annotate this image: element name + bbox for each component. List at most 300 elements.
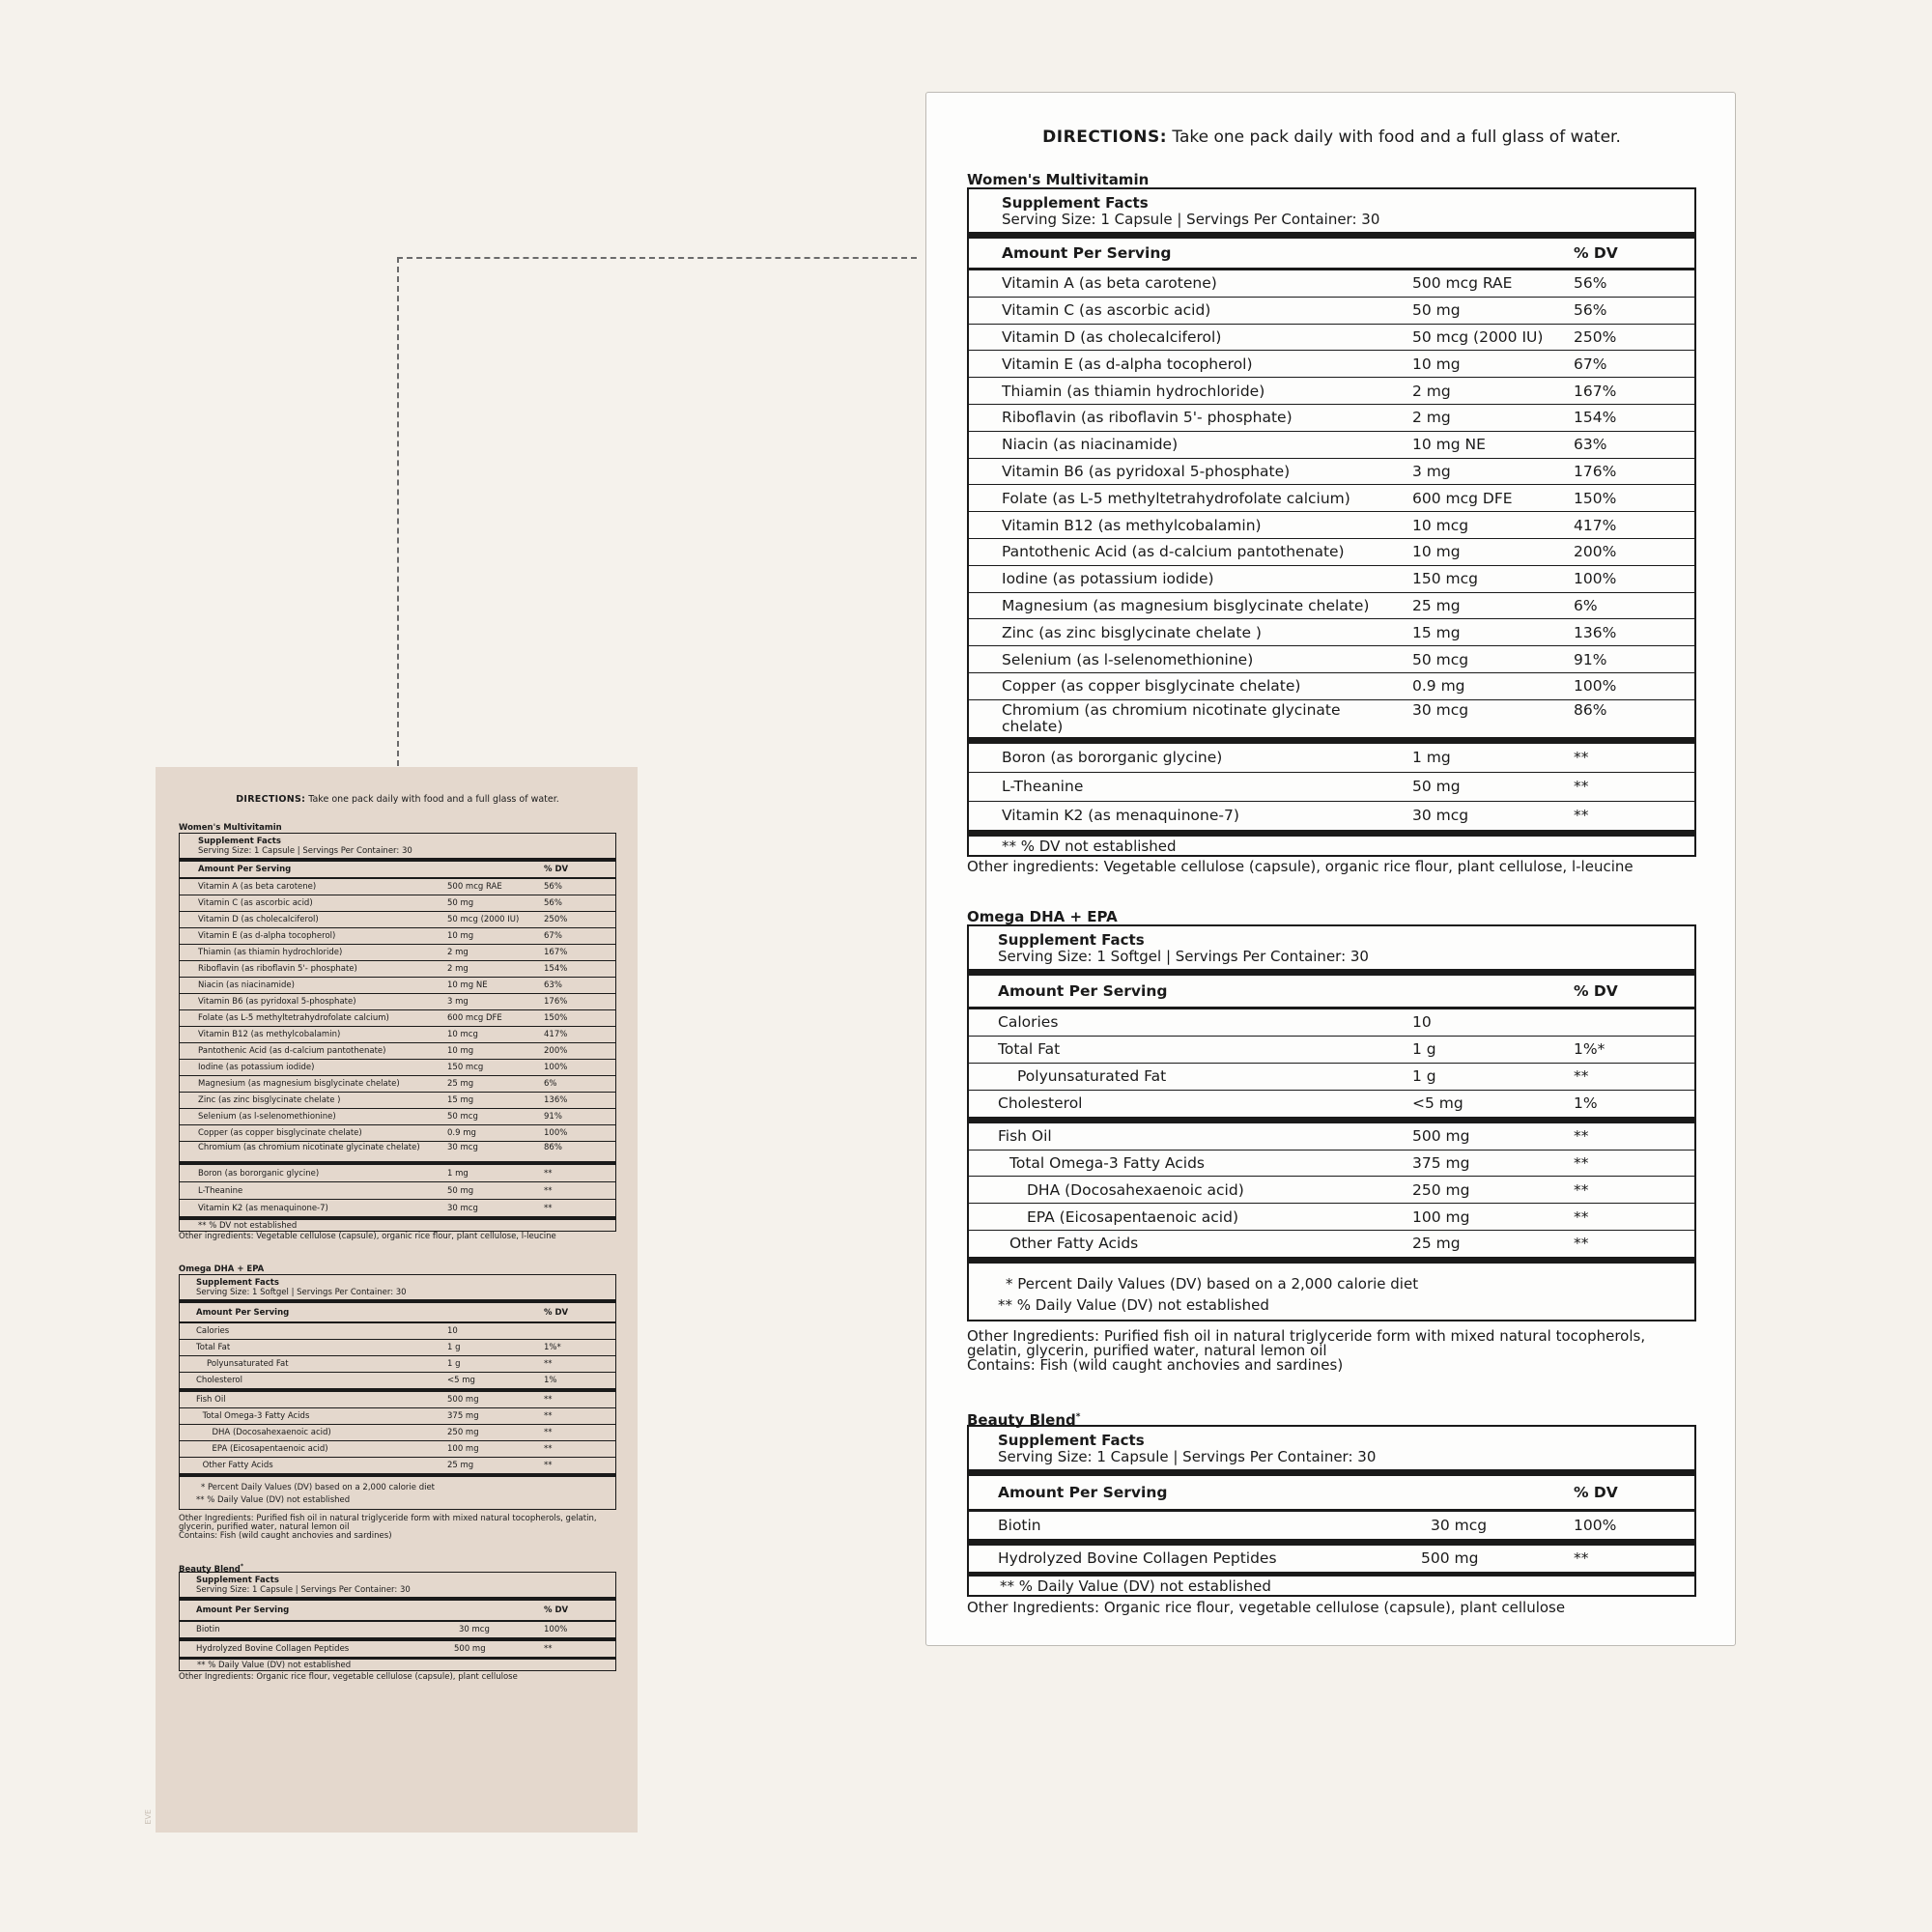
nutrient-row <box>969 1512 1694 1539</box>
nutrient-dv: 417% <box>1574 516 1617 534</box>
facts-panel-omega <box>179 1274 616 1510</box>
nutrient-amount: 15 mg <box>447 1095 474 1105</box>
other-ingredients: Other Ingredients: Organic rice flour, vegetable cellulose (capsule), plant cellulose <box>967 1598 1566 1616</box>
nutrient-row <box>969 1009 1694 1037</box>
nutrient-dv: 56% <box>1574 301 1607 320</box>
nutrient-row <box>969 1151 1694 1178</box>
facts-head <box>180 1573 615 1597</box>
nutrient-amount: 500 mg <box>1421 1549 1479 1568</box>
nutrient-amount: 50 mg <box>1412 778 1461 796</box>
dv-note: ** % DV not established <box>1002 837 1177 855</box>
nutrient-name: Vitamin A (as beta carotene) <box>1002 274 1217 293</box>
rows-omega-2 <box>180 1392 615 1473</box>
nutrient-name: Vitamin C (as ascorbic acid) <box>198 898 313 908</box>
other-ingredients: Other ingredients: Vegetable cellulose (capsule), organic rice flour, plant cellulose, l-leucine <box>179 1232 556 1241</box>
header-dv: % DV <box>1574 244 1618 262</box>
nutrient-row <box>969 1064 1694 1091</box>
nutrient-amount: 30 mcg <box>447 1143 478 1152</box>
nutrient-name: Niacin (as niacinamide) <box>198 980 295 990</box>
nutrient-name: Riboflavin (as riboflavin 5'- phosphate) <box>198 964 357 974</box>
header-amount: Amount Per Serving <box>196 1307 290 1318</box>
dv-note-1: * Percent Daily Values (DV) based on a 2,000 calorie diet <box>201 1483 436 1492</box>
nutrient-name: L-Theanine <box>1002 778 1084 796</box>
nutrient-row <box>180 1076 615 1093</box>
nutrient-dv: 56% <box>544 882 562 892</box>
nutrient-row <box>969 646 1694 673</box>
nutrient-dv: ** <box>544 1168 553 1179</box>
nutrient-name: Thiamin (as thiamin hydrochloride) <box>1002 382 1265 400</box>
rows-omega <box>180 1323 615 1388</box>
nutrient-amount: 500 mg <box>1412 1127 1470 1146</box>
nutrient-name: Pantothenic Acid (as d-calcium pantothenate) <box>198 1046 386 1056</box>
facts-header-row <box>180 862 615 879</box>
nutrient-name: Folate (as L-5 methyltetrahydrofolate calcium) <box>1002 489 1350 507</box>
nutrient-name: Calories <box>998 1013 1059 1032</box>
thick-rule <box>969 1469 1694 1476</box>
nutrient-dv: ** <box>1574 807 1589 825</box>
nutrient-dv: ** <box>544 1359 553 1369</box>
nutrient-name: Fish Oil <box>196 1395 226 1405</box>
nutrient-amount: 2 mg <box>447 964 469 974</box>
nutrient-name: Vitamin B12 (as methylcobalamin) <box>1002 516 1262 534</box>
facts-head <box>180 1275 615 1299</box>
directions <box>967 128 1696 147</box>
nutrient-name: Hydrolyzed Bovine Collagen Peptides <box>998 1549 1277 1568</box>
nutrient-name: Boron (as bororganic glycine) <box>1002 749 1223 767</box>
nutrient-amount: 500 mg <box>447 1395 479 1405</box>
nutrient-row <box>180 1010 615 1027</box>
nutrient-amount: 600 mcg DFE <box>447 1013 502 1023</box>
nutrient-amount: 30 mcg <box>459 1625 490 1634</box>
nutrient-name: Hydrolyzed Bovine Collagen Peptides <box>196 1644 350 1654</box>
nutrient-row <box>969 744 1694 773</box>
nutrient-dv: 67% <box>1574 355 1607 373</box>
connector-line-vertical <box>397 257 399 766</box>
nutrient-name: Fish Oil <box>998 1127 1052 1146</box>
product-name-text: Beauty Blend <box>179 1564 241 1575</box>
nutrient-row <box>969 512 1694 539</box>
nutrient-row <box>180 1441 615 1458</box>
nutrient-amount: 2 mg <box>1412 382 1451 400</box>
facts-head <box>180 834 615 858</box>
facts-header-row <box>180 1601 615 1622</box>
dv-notes <box>180 1477 615 1509</box>
nutrient-name: Chromium (as chromium nicotinate glycinate chelate) <box>198 1143 420 1152</box>
nutrient-row <box>969 351 1694 378</box>
nutrient-name: EPA (Eicosapentaenoic acid) <box>1027 1208 1238 1226</box>
nutrient-dv: ** <box>544 1395 553 1405</box>
nutrient-row <box>180 1408 615 1425</box>
nutrient-name: Magnesium (as magnesium bisglycinate chelate) <box>1002 596 1370 614</box>
nutrient-row <box>969 619 1694 646</box>
nutrient-amount: 2 mg <box>1412 409 1451 427</box>
nutrient-name: Vitamin E (as d-alpha tocopherol) <box>198 931 336 941</box>
nutrient-amount: 375 mg <box>447 1411 479 1421</box>
nutrient-name: DHA (Docosahexaenoic acid) <box>1027 1180 1244 1199</box>
nutrient-amount: 0.9 mg <box>1412 677 1465 696</box>
nutrient-name: Riboflavin (as riboflavin 5'- phosphate) <box>1002 409 1293 427</box>
facts-panel-multivitamin <box>967 187 1696 857</box>
nutrient-row <box>180 1093 615 1109</box>
nutrient-amount: 30 mcg <box>1412 700 1469 719</box>
connector-line-horizontal <box>397 257 917 259</box>
directions <box>179 794 616 805</box>
nutrient-amount: 100 mg <box>1412 1208 1470 1226</box>
nutrient-name: Other Fatty Acids <box>202 1461 273 1470</box>
nutrient-amount: 10 mcg <box>447 1030 478 1039</box>
nutrient-dv: ** <box>1574 1235 1589 1253</box>
nutrient-amount: 1 g <box>447 1359 461 1369</box>
product-name-beauty <box>967 1409 1696 1429</box>
dv-note-1: * Percent Daily Values (DV) based on a 2,000 calorie diet <box>1006 1274 1419 1293</box>
facts-title: Supplement Facts <box>198 837 281 846</box>
nutrient-row <box>969 773 1694 802</box>
nutrient-row <box>969 1177 1694 1204</box>
nutrient-amount: 2 mg <box>447 948 469 957</box>
nutrient-amount: 1 g <box>1412 1040 1436 1059</box>
rows-omega-2 <box>969 1123 1694 1257</box>
nutrient-row <box>180 978 615 994</box>
thick-rule <box>969 1257 1694 1264</box>
nutrient-name: Copper (as copper bisglycinate chelate) <box>1002 677 1301 696</box>
contains-note: Contains: Fish (wild caught anchovies and sardines) <box>967 1355 1344 1374</box>
label-thumbnail <box>144 767 638 1833</box>
nutrient-dv: ** <box>1574 1153 1589 1172</box>
nutrient-amount: 10 <box>1412 1013 1432 1032</box>
nutrient-amount: 10 mg <box>447 1046 474 1056</box>
facts-title: Supplement Facts <box>998 1431 1145 1449</box>
header-dv: % DV <box>1574 1483 1618 1501</box>
nutrient-row <box>969 432 1694 459</box>
nutrient-row <box>969 802 1694 830</box>
nutrient-dv: 1% <box>544 1376 557 1385</box>
nutrient-amount: 250 mg <box>1412 1180 1470 1199</box>
header-dv: % DV <box>1574 981 1618 1000</box>
nutrient-name: Vitamin E (as d-alpha tocopherol) <box>1002 355 1253 373</box>
nutrient-amount: 600 mcg DFE <box>1412 489 1513 507</box>
header-amount: Amount Per Serving <box>998 981 1168 1000</box>
rows-multivitamin-2 <box>969 744 1694 830</box>
serving-info: Serving Size: 1 Softgel | Servings Per Container: 30 <box>998 947 1369 965</box>
nutrient-name: Cholesterol <box>196 1376 242 1385</box>
rows-beauty <box>180 1622 615 1637</box>
nutrient-amount: 50 mg <box>1412 301 1461 320</box>
nutrient-amount: 50 mcg <box>1412 650 1469 668</box>
nutrient-name: Iodine (as potassium iodide) <box>198 1063 315 1072</box>
nutrient-row <box>180 1027 615 1043</box>
facts-title: Supplement Facts <box>196 1576 279 1585</box>
nutrient-name: Vitamin A (as beta carotene) <box>198 882 317 892</box>
serving-info: Serving Size: 1 Capsule | Servings Per Container: 30 <box>998 1447 1377 1465</box>
nutrient-name: L-Theanine <box>198 1185 243 1196</box>
nutrient-amount: 500 mcg RAE <box>447 882 502 892</box>
serving-info: Serving Size: 1 Capsule | Servings Per Container: 30 <box>196 1585 411 1595</box>
nutrient-name: Vitamin C (as ascorbic acid) <box>1002 301 1211 320</box>
nutrient-amount: 500 mg <box>454 1644 486 1654</box>
nutrient-amount: 10 mg <box>1412 355 1461 373</box>
nutrient-row <box>969 673 1694 700</box>
rows-beauty-2 <box>180 1641 615 1657</box>
thick-rule <box>969 1539 1694 1546</box>
nutrient-name: Zinc (as zinc bisglycinate chelate ) <box>198 1095 341 1105</box>
rows-beauty <box>969 1512 1694 1539</box>
nutrient-dv: 250% <box>544 915 568 924</box>
nutrient-name: DHA (Docosahexaenoic acid) <box>212 1428 331 1437</box>
nutrient-row <box>180 912 615 928</box>
nutrient-row <box>969 325 1694 352</box>
nutrient-name: Selenium (as l-selenomethionine) <box>1002 650 1254 668</box>
nutrient-dv: 167% <box>1574 382 1617 400</box>
rows-multivitamin-2 <box>180 1165 615 1216</box>
nutrient-amount: 30 mcg <box>447 1203 478 1213</box>
serving-info: Serving Size: 1 Capsule | Servings Per Container: 30 <box>198 846 412 856</box>
nutrient-dv: ** <box>544 1461 553 1470</box>
nutrient-row <box>180 961 615 978</box>
other-ingredients: Other Ingredients: Purified fish oil in natural triglyceride form with mixed natural tocopherols, gelatin, glycerin, purified water, natural lemon oil <box>179 1514 597 1532</box>
nutrient-row <box>180 1109 615 1125</box>
nutrient-dv: 91% <box>544 1112 562 1122</box>
nutrient-row <box>969 405 1694 432</box>
nutrient-amount: 30 mcg <box>1412 807 1469 825</box>
nutrient-row <box>969 1231 1694 1257</box>
nutrient-dv: 1% <box>1574 1094 1598 1113</box>
nutrient-dv: 167% <box>544 948 568 957</box>
facts-panel-omega <box>967 924 1696 1321</box>
dv-note: ** % Daily Value (DV) not established <box>197 1661 352 1670</box>
nutrient-row <box>969 1546 1694 1572</box>
nutrient-row <box>180 1373 615 1388</box>
other-ingredients: Other ingredients: Vegetable cellulose (capsule), organic rice flour, plant cellulose, l-leucine <box>967 857 1634 875</box>
nutrient-name: Total Fat <box>998 1040 1061 1059</box>
nutrient-row <box>180 1641 615 1657</box>
nutrient-dv: ** <box>1574 1067 1589 1086</box>
nutrient-dv: ** <box>1574 1208 1589 1226</box>
facts-title: Supplement Facts <box>196 1278 279 1288</box>
nutrient-name: Polyunsaturated Fat <box>1017 1067 1167 1086</box>
nutrient-row <box>969 1204 1694 1231</box>
nutrient-dv: 176% <box>544 997 568 1007</box>
dv-notes <box>969 1264 1694 1320</box>
nutrient-amount: 3 mg <box>447 997 469 1007</box>
nutrient-amount: <5 mg <box>447 1376 475 1385</box>
nutrient-dv: 150% <box>1574 489 1617 507</box>
product-name-omega: Omega DHA + EPA <box>179 1264 265 1274</box>
header-dv: % DV <box>544 1307 569 1318</box>
rows-multivitamin <box>180 879 615 1161</box>
nutrient-amount: 150 mcg <box>1412 570 1478 588</box>
nutrient-dv: 56% <box>544 898 562 908</box>
nutrient-name: Total Fat <box>196 1343 231 1352</box>
nutrient-dv: 100% <box>1574 570 1617 588</box>
nutrient-name: Iodine (as potassium iodide) <box>1002 570 1214 588</box>
nutrient-name: Vitamin D (as cholecalciferol) <box>1002 327 1222 346</box>
nutrient-row <box>969 700 1694 737</box>
thick-rule <box>969 1117 1694 1123</box>
nutrient-dv: 200% <box>1574 543 1617 561</box>
header-dv: % DV <box>544 1605 569 1615</box>
nutrient-amount: 250 mg <box>447 1428 479 1437</box>
directions-text: Take one pack daily with food and a full glass of water. <box>1172 128 1621 147</box>
facts-head <box>969 926 1694 969</box>
nutrient-name: Vitamin B12 (as methylcobalamin) <box>198 1030 341 1039</box>
product-name-omega: Omega DHA + EPA <box>967 907 1118 925</box>
nutrient-dv: 63% <box>544 980 562 990</box>
nutrient-dv: 86% <box>1574 700 1607 719</box>
nutrient-row <box>180 1392 615 1408</box>
facts-head <box>969 1427 1694 1469</box>
nutrient-name: Folate (as L-5 methyltetrahydrofolate calcium) <box>198 1013 389 1023</box>
nutrient-amount: 0.9 mg <box>447 1128 476 1138</box>
directions-label: DIRECTIONS: <box>1042 128 1168 147</box>
nutrient-amount: 10 <box>447 1326 458 1336</box>
nutrient-name: Boron (as bororganic glycine) <box>198 1168 320 1179</box>
nutrient-dv: ** <box>544 1203 553 1213</box>
nutrient-amount: 1 g <box>447 1343 461 1352</box>
nutrient-amount: 375 mg <box>1412 1153 1470 1172</box>
nutrient-row <box>180 1043 615 1060</box>
header-amount: Amount Per Serving <box>998 1483 1168 1501</box>
nutrient-row <box>180 1182 615 1200</box>
dv-note: ** % DV not established <box>198 1221 298 1231</box>
facts-header-row <box>180 1303 615 1323</box>
nutrient-dv: 6% <box>544 1079 557 1089</box>
thick-rule <box>969 830 1694 837</box>
label-large <box>925 92 1736 1646</box>
nutrient-dv: 136% <box>544 1095 568 1105</box>
header-dv: % DV <box>544 865 569 874</box>
contains-note: Contains: Fish (wild caught anchovies and sardines) <box>179 1531 392 1541</box>
nutrient-row <box>180 1323 615 1340</box>
nutrient-amount: 30 mcg <box>1431 1516 1488 1534</box>
other-ingredients-omega <box>179 1515 616 1541</box>
nutrient-row <box>180 1458 615 1473</box>
nutrient-amount: 10 mg <box>1412 543 1461 561</box>
nutrient-amount: 50 mcg (2000 IU) <box>447 915 520 924</box>
nutrient-name: Total Omega-3 Fatty Acids <box>1009 1153 1205 1172</box>
nutrient-dv: ** <box>1574 749 1589 767</box>
directions-label: DIRECTIONS: <box>236 794 306 805</box>
rows-beauty-2 <box>969 1546 1694 1572</box>
nutrient-amount: 1 g <box>1412 1067 1436 1086</box>
nutrient-row <box>969 1037 1694 1064</box>
nutrient-amount: 50 mg <box>447 898 474 908</box>
nutrient-dv: ** <box>544 1411 553 1421</box>
nutrient-name: Other Fatty Acids <box>1009 1235 1139 1253</box>
nutrient-dv: 67% <box>544 931 562 941</box>
nutrient-amount: 50 mcg <box>447 1112 478 1122</box>
nutrient-amount: 25 mg <box>1412 1235 1461 1253</box>
nutrient-amount: 25 mg <box>447 1079 474 1089</box>
nutrient-amount: 100 mg <box>447 1444 479 1454</box>
nutrient-name: Vitamin K2 (as menaquinone-7) <box>198 1203 328 1213</box>
nutrient-amount: 25 mg <box>447 1461 474 1470</box>
nutrient-name: Selenium (as l-selenomethionine) <box>198 1112 336 1122</box>
other-ingredients: Other Ingredients: Organic rice flour, vegetable cellulose (capsule), plant cellulose <box>179 1672 518 1682</box>
nutrient-name: Total Omega-3 Fatty Acids <box>202 1411 310 1421</box>
nutrient-dv: 100% <box>1574 677 1617 696</box>
nutrient-dv: 250% <box>1574 327 1617 346</box>
facts-title: Supplement Facts <box>1002 194 1149 212</box>
nutrient-dv: ** <box>544 1185 553 1196</box>
nutrient-row <box>180 1340 615 1356</box>
other-ingredients: Other Ingredients: Purified fish oil in natural triglyceride form with mixed natural tocopherols, gelatin, glycerin, purified water, natural lemon oil <box>967 1326 1646 1359</box>
nutrient-name: Biotin <box>196 1625 220 1634</box>
nutrient-dv: ** <box>1574 778 1589 796</box>
nutrient-name: Magnesium (as magnesium bisglycinate chelate) <box>198 1079 400 1089</box>
other-ingredients-omega <box>967 1326 1696 1374</box>
facts-header-row <box>969 239 1694 270</box>
nutrient-dv: 136% <box>1574 623 1617 641</box>
thick-rule <box>969 969 1694 976</box>
nutrient-amount: 10 mg NE <box>447 980 488 990</box>
nutrient-dv: 100% <box>544 1063 568 1072</box>
product-name-beauty <box>179 1562 616 1575</box>
product-name-mark: * <box>1075 1411 1081 1422</box>
dv-note-2: ** % Daily Value (DV) not established <box>998 1295 1269 1314</box>
nutrient-row <box>180 928 615 945</box>
nutrient-dv: 6% <box>1574 596 1598 614</box>
thick-rule <box>969 737 1694 744</box>
nutrient-dv: ** <box>544 1428 553 1437</box>
nutrient-dv: 154% <box>1574 409 1617 427</box>
serving-info: Serving Size: 1 Capsule | Servings Per Container: 30 <box>1002 211 1380 228</box>
nutrient-row <box>180 895 615 912</box>
facts-header-row <box>969 976 1694 1009</box>
nutrient-dv: 154% <box>544 964 568 974</box>
nutrient-dv: 1%* <box>1574 1040 1605 1059</box>
nutrient-name: Copper (as copper bisglycinate chelate) <box>198 1128 362 1138</box>
nutrient-name: Chromium (as chromium nicotinate glycinate chelate) <box>1002 700 1341 735</box>
nutrient-amount: 10 mg NE <box>1412 436 1486 454</box>
directions-text: Take one pack daily with food and a full glass of water. <box>308 794 559 805</box>
nutrient-dv: 150% <box>544 1013 568 1023</box>
nutrient-name: Vitamin B6 (as pyridoxal 5-phosphate) <box>198 997 356 1007</box>
serving-info: Serving Size: 1 Softgel | Servings Per Container: 30 <box>196 1288 407 1297</box>
nutrient-dv: ** <box>1574 1549 1589 1568</box>
nutrient-row <box>969 539 1694 566</box>
nutrient-row <box>969 298 1694 325</box>
nutrient-dv: ** <box>1574 1180 1589 1199</box>
rows-omega <box>969 1009 1694 1117</box>
facts-panel-beauty <box>179 1572 616 1671</box>
nutrient-amount: 25 mg <box>1412 596 1461 614</box>
nutrient-row <box>969 270 1694 298</box>
nutrient-row <box>969 378 1694 405</box>
nutrient-dv: 1%* <box>544 1343 561 1352</box>
nutrient-row <box>969 485 1694 512</box>
nutrient-name: Pantothenic Acid (as d-calcium pantothenate) <box>1002 543 1345 561</box>
nutrient-row <box>180 1060 615 1076</box>
nutrient-dv: 100% <box>1574 1516 1617 1534</box>
nutrient-dv: 100% <box>544 1128 568 1138</box>
nutrient-row <box>180 994 615 1010</box>
rows-multivitamin <box>969 270 1694 737</box>
nutrient-name: Polyunsaturated Fat <box>207 1359 289 1369</box>
nutrient-row <box>180 1165 615 1182</box>
nutrient-row <box>180 945 615 961</box>
facts-header-row <box>969 1476 1694 1512</box>
nutrient-dv: 417% <box>544 1030 568 1039</box>
facts-panel-multivitamin <box>179 833 616 1232</box>
nutrient-dv: 100% <box>544 1625 568 1634</box>
product-name-multivitamin: Women's Multivitamin <box>967 171 1150 188</box>
header-amount: Amount Per Serving <box>198 865 292 874</box>
nutrient-name: Vitamin K2 (as menaquinone-7) <box>1002 807 1239 825</box>
facts-title: Supplement Facts <box>998 930 1145 949</box>
product-name-mark: * <box>240 1563 244 1570</box>
nutrient-amount: 1 mg <box>447 1168 469 1179</box>
nutrient-dv: 200% <box>544 1046 568 1056</box>
